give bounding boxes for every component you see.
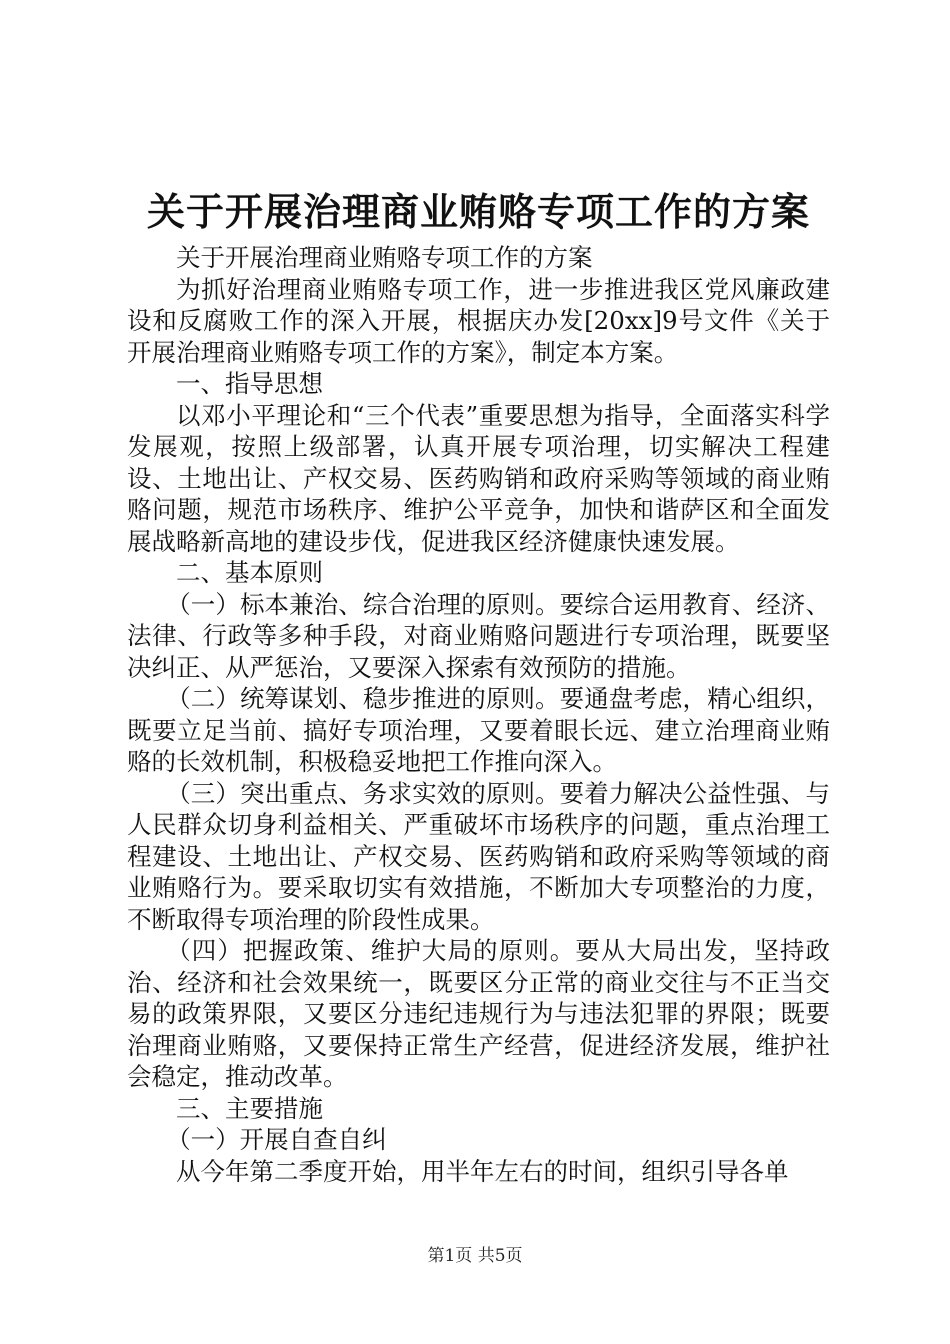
paragraph-principle-1: （一）标本兼治、综合治理的原则。要综合运用教育、经济、法律、行政等多种手段，对商业贿赂问题进行专项治理，既要坚决纠正、从严惩治，又要深入探索有效预防的措施。 xyxy=(127,589,830,682)
document-body xyxy=(127,242,830,1187)
heading-basic-principles: 二、基本原则 xyxy=(176,558,323,587)
heading-main-measures: 三、主要措施 xyxy=(176,1093,323,1123)
paragraph-principle-4: （四）把握政策、维护大局的原则。要从大局出发，坚持政治、经济和社会效果统一，既要区分正常的商业交往与不正当交易的政策界限，又要区分违纪违规行为与违法犯罪的界限；既要治理商业贿赂，又要保持正常生产经营，促进经济发展，维护社会稳定，推动改革。 xyxy=(127,936,830,1091)
paragraph-principle-3: （三）突出重点、务求实效的原则。要着力解决公益性强、与人民群众切身利益相关、严重破坏市场秩序的问题，重点治理工程建设、土地出让、产权交易、医药购销和政府采购等领域的商业贿赂行为。要采取切实有效措施，不断加大专项整治的力度，不断取得专项治理的阶段性成果。 xyxy=(127,778,830,934)
page-footer: 第1页 共5页 xyxy=(427,1246,523,1266)
paragraph-intro: 为抓好治理商业贿赂专项工作，进一步推进我区党风廉政建设和反腐败工作的深入开展，根据庆办发[20xx]9号文件《关于开展治理商业贿赂专项工作的方案》，制定本方案。 xyxy=(127,274,830,367)
paragraph-subtitle: 关于开展治理商业贿赂专项工作的方案 xyxy=(176,243,593,272)
heading-self-inspection: （一）开展自查自纠 xyxy=(166,1125,387,1154)
paragraph-guiding-thought: 以邓小平理论和“三个代表”重要思想为指导，全面落实科学发展观，按照上级部署，认真开展专项治理，切实解决工程建设、土地出让、产权交易、医药购销和政府采购等领域的商业贿赂问题，规范市场秩序、维护公平竞争，加快和谐萨区和全面发展战略新高地的建设步伐，促进我区经济健康快速发展。 xyxy=(127,400,830,556)
heading-guiding-thought: 一、指导思想 xyxy=(176,369,323,398)
paragraph-self-inspection: 从今年第二季度开始，用半年左右的时间，组织引导各单 xyxy=(176,1156,789,1186)
paragraph-principle-2: （二）统筹谋划、稳步推进的原则。要通盘考虑，精心组织，既要立足当前、搞好专项治理，又要着眼长远、建立治理商业贿赂的长效机制，积极稳妥地把工作推向深入。 xyxy=(127,684,830,776)
document-title: 关于开展治理商业贿赂专项工作的方案 xyxy=(146,189,810,234)
